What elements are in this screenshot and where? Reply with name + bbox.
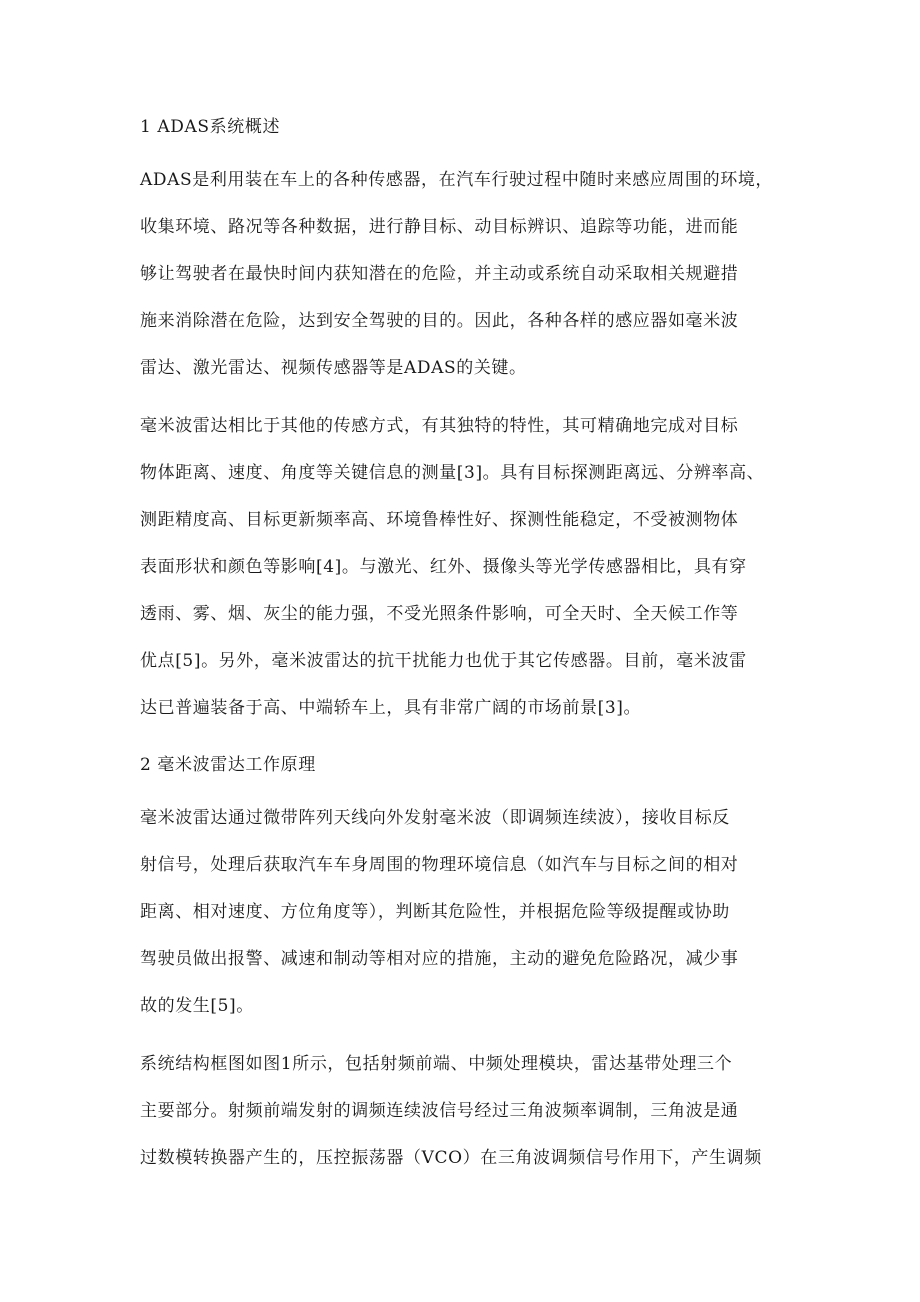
paragraph-line: 物体距离、速度、角度等关键信息的测量[3]。具有目标探测距离远、分辨率高、 <box>140 463 765 483</box>
paragraph-line: 过数模转换器产生的，压控振荡器（VCO）在三角波调频信号作用下，产生调频 <box>140 1148 762 1168</box>
paragraph-line: 主要部分。射频前端发射的调频连续波信号经过三角波频率调制，三角波是通 <box>140 1101 739 1121</box>
paragraph-line: 够让驾驶者在最快时间内获知潜在的危险，并主动或系统自动采取相关规避措 <box>140 264 739 284</box>
paragraph-line: 测距精度高、目标更新频率高、环境鲁棒性好、探测性能稳定，不受被测物体 <box>140 510 739 530</box>
section-2-heading: 2 毫米波雷达工作原理 <box>140 755 316 775</box>
paragraph-line: 系统结构框图如图1所示，包括射频前端、中频处理模块，雷达基带处理三个 <box>140 1054 733 1074</box>
paragraph-line: 施来消除潜在危险，达到安全驾驶的目的。因此，各种各样的感应器如毫米波 <box>140 311 739 331</box>
section-1-heading: 1 ADAS系统概述 <box>140 117 281 137</box>
paragraph-line: 驾驶员做出报警、减速和制动等相对应的措施，主动的避免危险路况，减少事 <box>140 949 739 969</box>
paragraph-line: ADAS是利用装在车上的各种传感器，在汽车行驶过程中随时来感应周围的环境， <box>140 170 774 190</box>
paragraph-line: 毫米波雷达相比于其他的传感方式，有其独特的特性，其可精确地完成对目标 <box>140 416 739 436</box>
paragraph-line: 射信号，处理后获取汽车车身周围的物理环境信息（如汽车与目标之间的相对 <box>140 855 739 875</box>
paragraph-line: 收集环境、路况等各种数据，进行静目标、动目标辨识、追踪等功能，进而能 <box>140 217 739 237</box>
paragraph-line: 透雨、雾、烟、灰尘的能力强，不受光照条件影响，可全天时、全天候工作等 <box>140 604 739 624</box>
paragraph-line: 雷达、激光雷达、视频传感器等是ADAS的关键。 <box>140 358 527 378</box>
paragraph-line: 距离、相对速度、方位角度等），判断其危险性，并根据危险等级提醒或协助 <box>140 902 730 922</box>
paragraph-line: 故的发生[5]。 <box>140 996 254 1016</box>
paragraph-line: 达已普遍装备于高、中端轿车上，具有非常广阔的市场前景[3]。 <box>140 698 642 718</box>
paragraph-line: 优点[5]。另外，毫米波雷达的抗干扰能力也优于其它传感器。目前，毫米波雷 <box>140 651 747 671</box>
paragraph-line: 表面形状和颜色等影响[4]。与激光、红外、摄像头等光学传感器相比，具有穿 <box>140 557 747 577</box>
paragraph-line: 毫米波雷达通过微带阵列天线向外发射毫米波（即调频连续波），接收目标反 <box>140 808 730 828</box>
